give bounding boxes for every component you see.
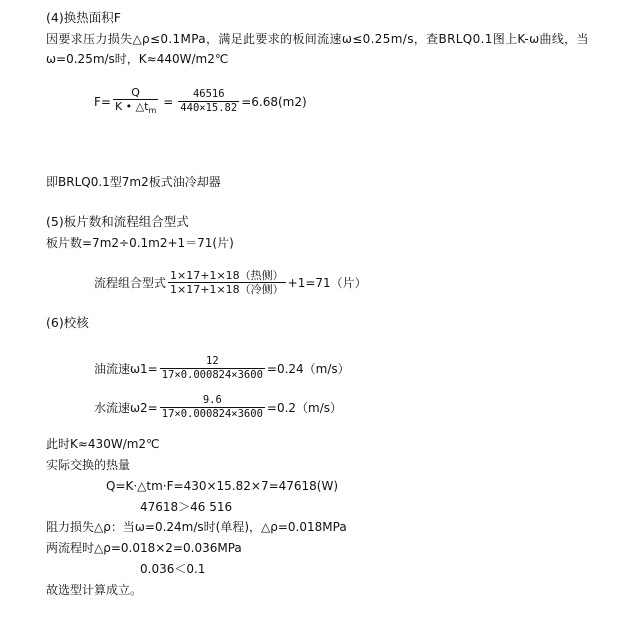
plate-count-equation: 板片数=7m2÷0.1m2+1＝71(片) [46,236,234,250]
heat-comparison: 47618＞46 516 [140,500,233,514]
area-fraction-symbolic [113,86,158,117]
pressure-loss-single-pass: 阻力损失△ρ：当ω=0.24m/s时(单程)，△ρ=0.018MPa [46,520,347,534]
heat-equation: Q=K·△tm·F=430×15.82×7=47618(W) [106,479,339,493]
area-formula [94,86,307,117]
water-velocity-numerator: 9.6 [202,394,222,406]
area-fraction-symbolic-denominator-main: K • △t [114,100,149,113]
pressure-loss-comparison: 0.036＜0.1 [140,562,206,576]
oil-velocity-fraction [160,355,265,382]
water-velocity-formula [94,394,342,421]
area-fraction-symbolic-denominator-subscript: m [148,106,157,116]
section-4-paragraph-line-1: 因要求压力损失△ρ≤0.1MPa，满足此要求的板间流速ω≤0.25m/s，查BRLQ0.1图上K-ω曲线，当 [46,32,589,46]
area-fraction-symbolic-denominator [113,99,158,117]
pressure-loss-two-pass: 两流程时△ρ=0.018×2=0.036MPa [46,541,242,555]
section-4-paragraph-line-2: ω=0.25m/s时，K≈440W/m2℃ [46,52,229,66]
actual-heat-title: 实际交换的热量 [46,458,131,472]
water-velocity-fraction [160,394,265,421]
oil-velocity-label: 油流速ω1= [94,362,158,376]
water-velocity-result: =0.2（m/s） [266,401,343,415]
area-formula-equals: = [163,94,174,109]
area-formula-result: =6.68(m2) [241,94,307,109]
current-k-value: 此时K≈430W/m2℃ [46,437,160,451]
oil-velocity-result: =0.24（m/s） [266,362,350,376]
section-6-title: (6)校核 [46,315,89,330]
flow-combination-denominator: 1×17+1×18（冷侧） [170,283,284,296]
water-velocity-label: 水流速ω2= [94,401,158,415]
section-4-title: (4)换热面积F [46,10,121,25]
area-fraction-numeric-denominator: 440×15.82 [180,102,238,115]
flow-combination-numerator: 1×17+1×18（热侧） [170,269,284,282]
area-fraction-symbolic-numerator: Q [131,86,140,99]
flow-combination-result: +1=71（片） [287,276,367,290]
final-conclusion: 故选型计算成立。 [46,583,143,597]
area-fraction-numeric [178,88,239,115]
selection-conclusion: 即BRLQ0.1型7m2板式油冷却器 [46,175,221,189]
section-5-title: (5)板片数和流程组合型式 [46,214,189,229]
oil-velocity-denominator: 17×0.000824×3600 [161,369,263,381]
area-formula-lhs: F= [94,94,111,109]
area-fraction-numeric-numerator: 46516 [192,88,225,101]
flow-combination-label: 流程组合型式 [94,276,167,290]
flow-combination-fraction [168,269,286,296]
oil-velocity-numerator: 12 [206,355,219,367]
water-velocity-denominator: 17×0.000824×3600 [161,408,263,420]
flow-combination-formula [94,269,367,296]
oil-velocity-formula [94,355,350,382]
